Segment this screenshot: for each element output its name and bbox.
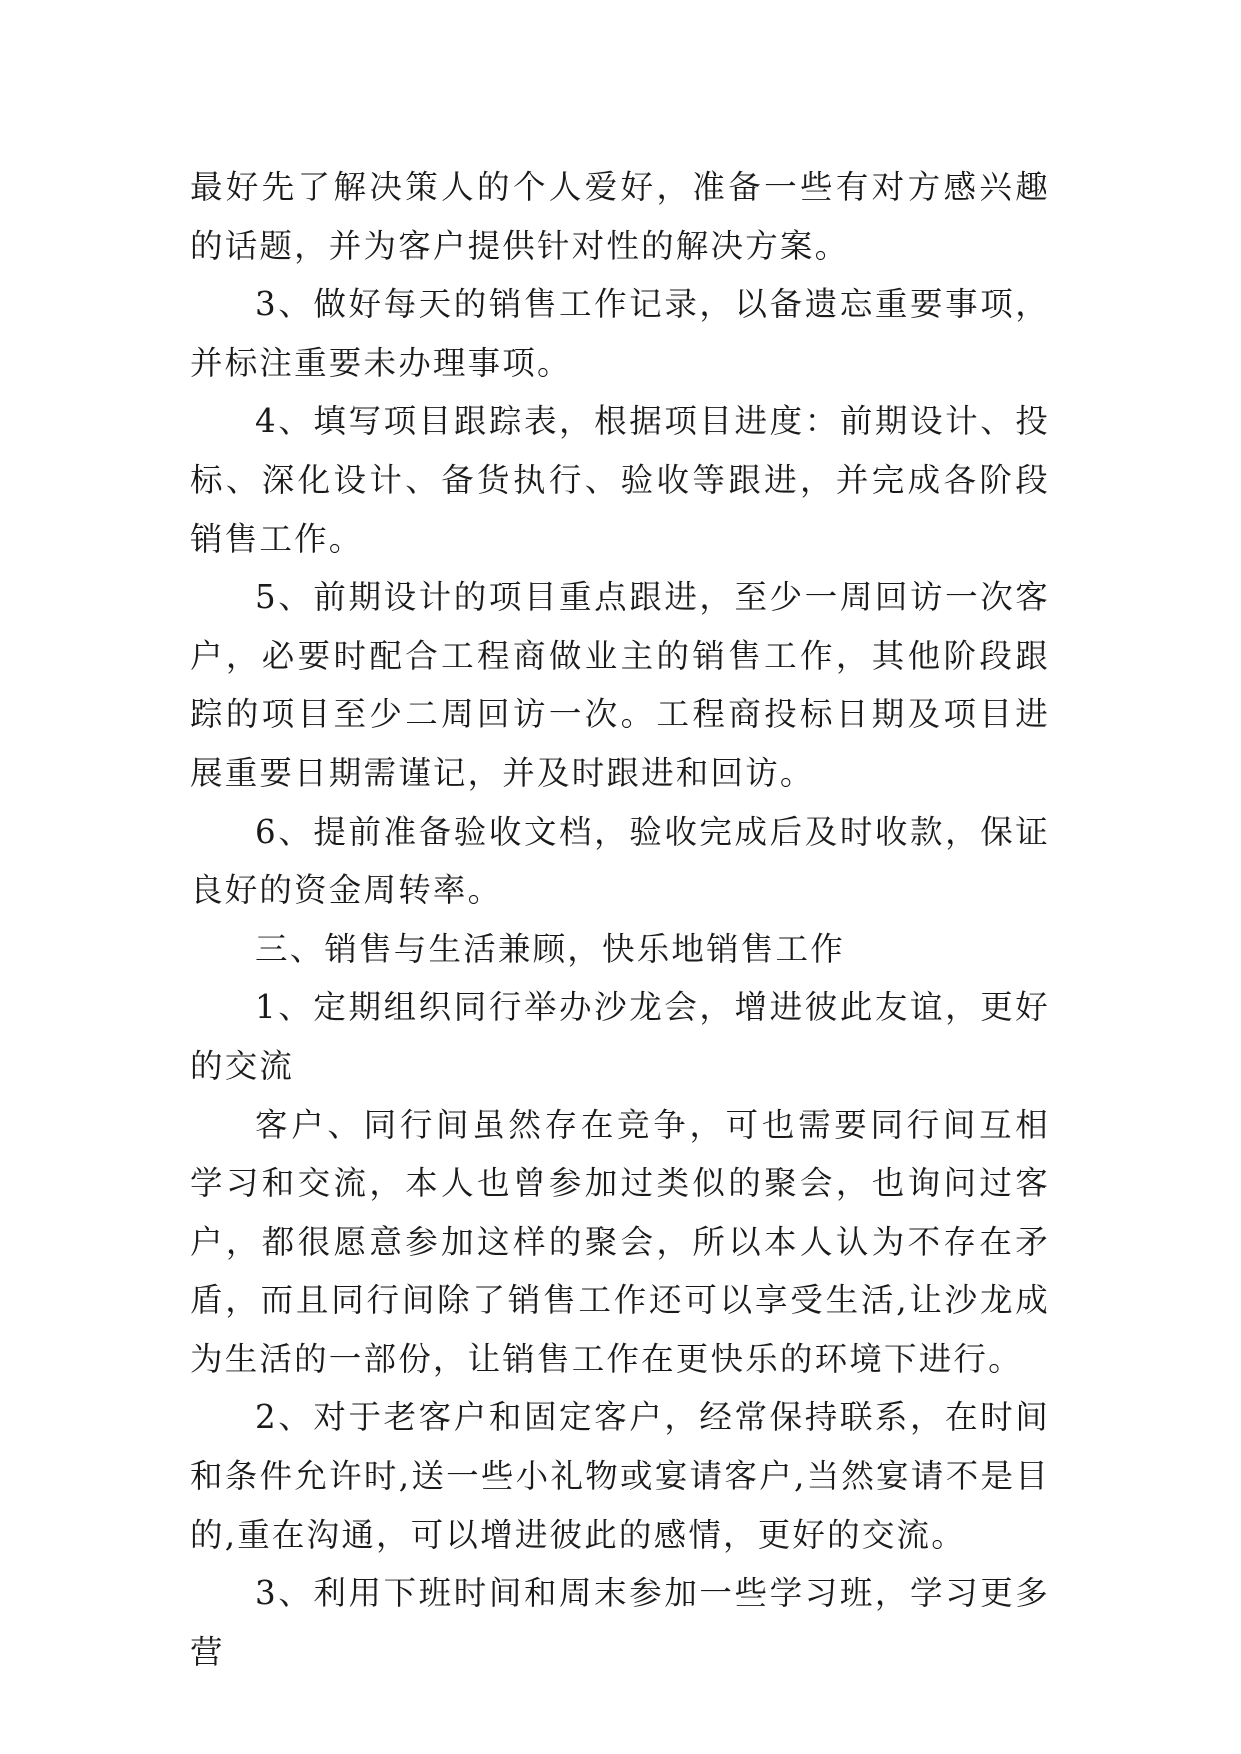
paragraph-item-4-tracking: 4、填写项目跟踪表，根据项目进度：前期设计、投标、深化设计、备货执行、验收等跟进，并完成各阶段销售工作。 bbox=[190, 402, 1050, 558]
paragraph-decision-maker: 最好先了解决策人的个人爱好，准备一些有对方感兴趣的话题，并为客户提供针对性的解决方案。 bbox=[190, 168, 1050, 265]
document-body bbox=[190, 158, 1050, 1681]
paragraph-item-1-salon: 1、定期组织同行举办沙龙会，增进彼此友谊，更好的交流 bbox=[190, 988, 1050, 1085]
paragraph-item-3-records: 3、做好每天的销售工作记录，以备遗忘重要事项，并标注重要未办理事项。 bbox=[190, 285, 1050, 382]
paragraph-item-2-clients: 2、对于老客户和固定客户，经常保持联系，在时间和条件允许时,送一些小礼物或宴请客户,当然宴请不是目的,重在沟通，可以增进彼此的感情，更好的交流。 bbox=[190, 1398, 1050, 1554]
section-heading-3: 三、销售与生活兼顾，快乐地销售工作 bbox=[255, 929, 845, 968]
paragraph-item-5-followup: 5、前期设计的项目重点跟进，至少一周回访一次客户，必要时配合工程商做业主的销售工作，其他阶段跟踪的项目至少二周回访一次。工程商投标日期及项目进展重要日期需谨记，并及时跟进和回访。 bbox=[190, 578, 1050, 792]
paragraph-item-6-acceptance: 6、提前准备验收文档，验收完成后及时收款，保证良好的资金周转率。 bbox=[190, 812, 1050, 910]
paragraph-item-3-learning: 3、利用下班时间和周末参加一些学习班，学习更多营 bbox=[190, 1574, 1050, 1671]
paragraph-salon-detail: 客户、同行间虽然存在竞争，可也需要同行间互相学习和交流，本人也曾参加过类似的聚会，也询问过客户，都很愿意参加这样的聚会，所以本人认为不存在矛盾，而且同行间除了销售工作还可以享受生活,让沙龙成为生活的一部份，让销售工作在更快乐的环境下进行。 bbox=[190, 1105, 1050, 1378]
